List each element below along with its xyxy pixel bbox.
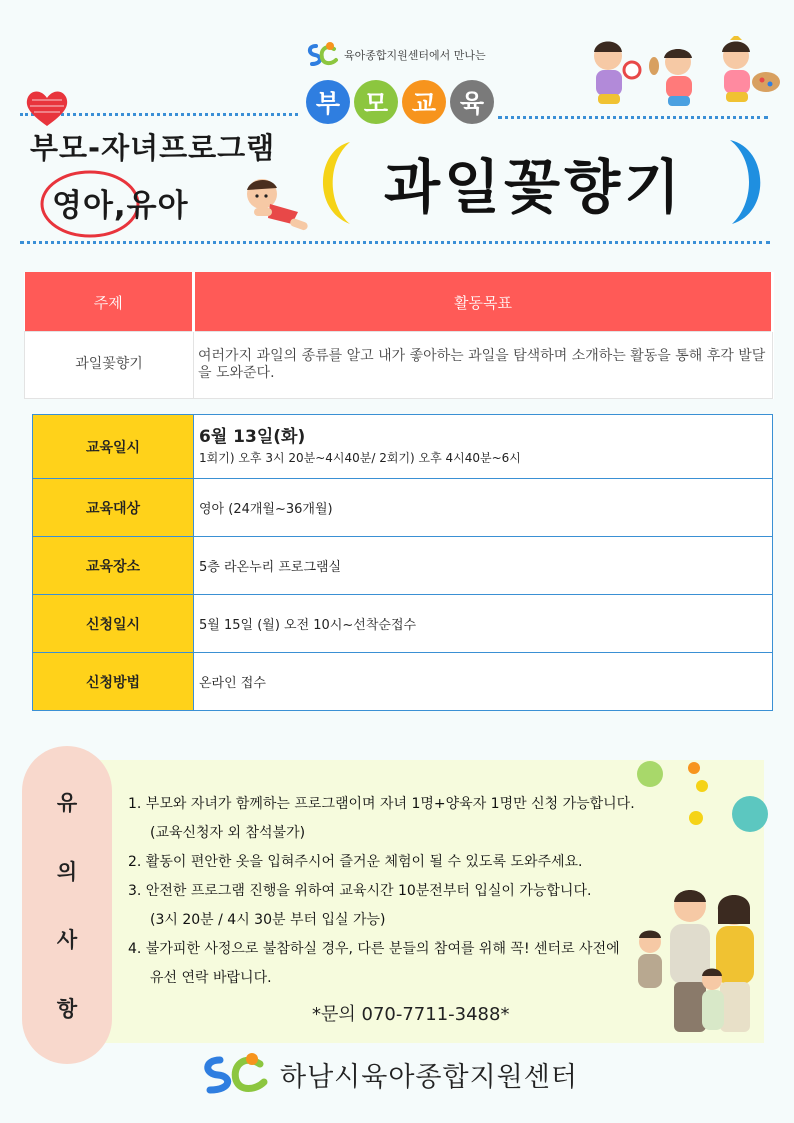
header-dotted-line-top-right (498, 116, 768, 119)
center-logo-icon (306, 40, 340, 70)
yellow-bracket-icon (306, 136, 354, 230)
notice-list (128, 790, 768, 993)
notice-heading-char-4: 항 (56, 996, 78, 1021)
blue-bracket-icon (724, 134, 774, 230)
table-row (33, 415, 773, 479)
apply-date-value: 5월 15일 (월) 오전 10시~선착순접수 (194, 595, 773, 653)
main-title: 과일꽃향기 (384, 153, 685, 221)
apply-method-label: 신청방법 (33, 653, 194, 711)
center-logo-icon (200, 1050, 270, 1098)
topic-table (24, 272, 774, 399)
topic-header-subject: 주제 (25, 273, 194, 332)
apply-date-label: 신청일시 (33, 595, 194, 653)
center-tag-text: 육아종합지원센터에서 만나는 (344, 49, 486, 62)
table-row (33, 537, 773, 595)
target-value: 영아 (24개월~36개월) (194, 479, 773, 537)
topic-header-goal: 활동목표 (194, 273, 773, 332)
footer (200, 1050, 578, 1098)
notice-heading-char-3: 사 (56, 928, 78, 953)
list-item: 4. 불가피한 사정으로 불참하실 경우, 다른 분들의 참여를 위해 꼭! 센터로 사전에 (128, 941, 620, 957)
list-item: 1. 부모와 자녀가 함께하는 프로그램이며 자녀 1명+양육자 1명만 신청 가능합니다. (128, 796, 635, 812)
date-value (194, 415, 773, 479)
table-row (25, 332, 773, 399)
place-value: 5층 라온누리 프로그램실 (194, 537, 773, 595)
list-item: 2. 활동이 편안한 옷을 입혀주시어 즐거운 체험이 될 수 있도록 도와주세요. (128, 854, 583, 870)
table-row (33, 653, 773, 711)
footer-org-name: 하남시육아종합지원센터 (280, 1061, 578, 1093)
notice-heading-pill (22, 746, 112, 1064)
program-info-table (32, 414, 773, 711)
topic-table-header-row (25, 273, 773, 332)
crawling-baby-icon (232, 174, 310, 240)
topic-subject-cell: 과일꽃향기 (25, 332, 194, 399)
topic-goal-cell: 여러가지 과일의 종류를 알고 내가 좋아하는 과일을 탐색하며 소개하는 활동을 통해 후각 발달을 도와준다. (194, 332, 773, 399)
notice-heading-char-1: 유 (56, 791, 78, 816)
apply-method-value: 온라인 접수 (194, 653, 773, 711)
badge-3: 교 (402, 80, 446, 124)
table-row (33, 595, 773, 653)
list-item: 3. 안전한 프로그램 진행을 위하여 교육시간 10분전부터 입실이 가능합니다. (128, 883, 592, 899)
badge-1: 부 (306, 80, 350, 124)
list-item: (교육신청자 외 참석불가) (150, 825, 306, 841)
program-age-title: 영아,유아 (52, 188, 189, 224)
heart-icon (22, 86, 72, 130)
table-row (33, 479, 773, 537)
date-main-text: 6월 13일(화) (199, 427, 306, 448)
place-label: 교육장소 (33, 537, 194, 595)
center-tag (306, 38, 526, 72)
badge-2: 모 (354, 80, 398, 124)
contact-phone: *문의 070-7711-3488* (312, 1004, 510, 1025)
badge-4: 육 (450, 80, 494, 124)
target-label: 교육대상 (33, 479, 194, 537)
program-type-title: 부모-자녀프로그램 (30, 131, 276, 165)
list-item: (3시 20분 / 4시 30분 부터 입실 가능) (150, 912, 386, 928)
date-session-text: 1회기) 오후 3시 20분~4시40분/ 2회기) 오후 4시40분~6시 (199, 450, 521, 465)
list-item: 유선 연락 바랍니다. (150, 970, 272, 986)
notice-heading-char-2: 의 (56, 859, 78, 884)
children-playing-icon (586, 36, 786, 116)
parent-education-badges (306, 80, 494, 124)
date-label: 교육일시 (33, 415, 194, 479)
